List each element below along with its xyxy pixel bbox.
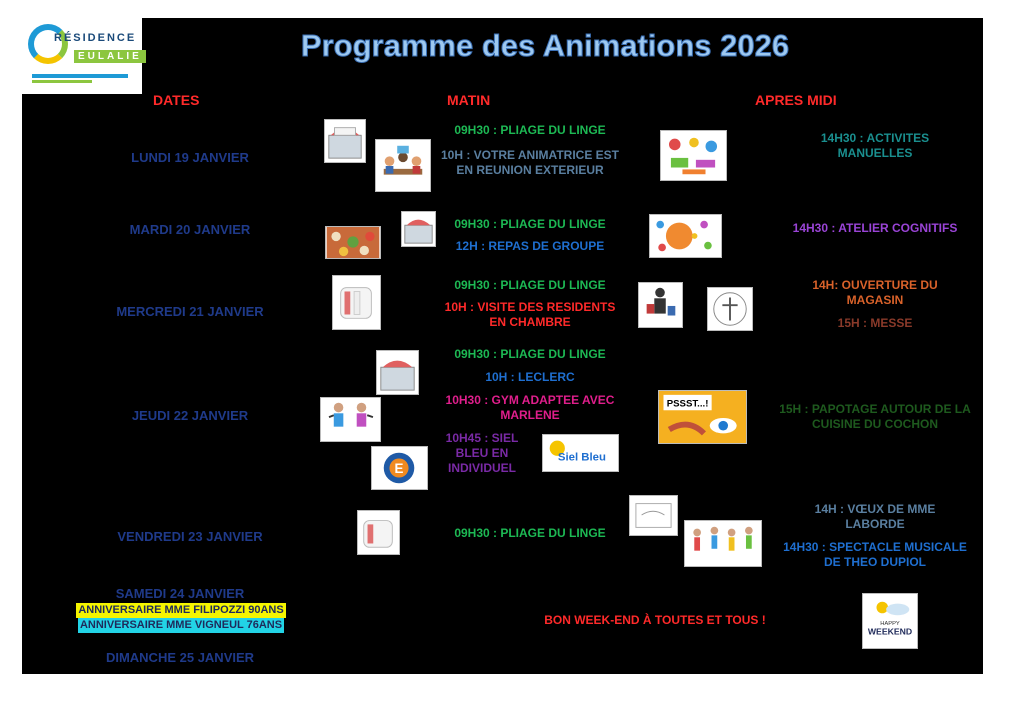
mercredi-apm-2: 15H : MESSE [837,316,913,330]
date-dimanche: DIMANCHE 25 JANVIER [105,650,255,665]
logo-stripe-2 [32,80,92,83]
pssst-gossip-image [658,390,747,444]
birthday-vigneul [66,617,296,633]
laundry-basket-image [324,119,366,163]
date-mardi: MARDI 20 JANVIER [129,222,251,237]
weekend-message: BON WEEK-END À TOUTES ET TOUS ! [544,613,766,627]
mardi-matin-2: 12H : REPAS DE GROUPE [455,239,605,253]
wishes-card-image [629,495,678,536]
happy-weekend-image [862,593,918,649]
mercredi-matin-1: 09H30 : PLIAGE DU LINGE [454,278,606,292]
jeudi-matin-2: 10H : LECLERC [485,370,575,384]
weekend-image-text: WEEKEND [867,626,913,637]
date-vendredi: VENDREDI 23 JANVIER [117,529,263,544]
date-samedi: SAMEDI 24 JANVIER [115,586,245,601]
towels-image [332,275,381,330]
pssst-text: PSSST...! [666,398,709,410]
towels-image-2 [357,510,400,555]
residence-logo [22,18,142,94]
logo-line2: EULALIE [74,50,146,63]
date-lundi: LUNDI 19 JANVIER [131,150,249,165]
leclerc-logo-image [371,446,428,490]
mardi-apm-1: 14H30 : ATELIER COGNITIFS [792,221,958,235]
siel-bleu-text: Siel Bleu [557,451,606,464]
lundi-matin-2: 10H : VOTRE ANIMATRICE EST EN REUNION EXTERIEUR [440,148,619,177]
gym-image [320,397,381,442]
jeudi-apm-1: 15H : PAPOTAGE AUTOUR DE LA CUISINE DU COCHON [779,402,971,431]
cognitive-brain-image [649,214,722,258]
group-meal-image [325,226,381,259]
date-jeudi: JEUDI 22 JANVIER [131,408,249,423]
laundry-basket-image-3 [376,350,419,395]
leclerc-letter: E [394,460,404,476]
mercredi-matin-2: 10H : VISITE DES RESIDENTS EN CHAMBRE [444,300,616,329]
mercredi-apm-1: 14H: OUVERTURE DU MAGASIN [812,278,938,307]
mardi-matin-1: 09H30 : PLIAGE DU LINGE [454,217,606,231]
header-apres-midi: APRES MIDI [755,92,837,108]
birthday-filipozzi-label: ANNIVERSAIRE MME FILIPOZZI 90ANS [78,604,284,616]
vendredi-matin-1: 09H30 : PLIAGE DU LINGE [454,526,606,540]
jeudi-matin-4: 10H45 : SIEL BLEU EN INDIVIDUEL [445,431,519,475]
header-matin: MATIN [447,92,491,108]
shopping-image [638,282,683,328]
vendredi-apm-1: 14H : VŒUX DE MME LABORDE [814,502,936,531]
lundi-apm-1: 14H30 : ACTIVITES MANUELLES [820,131,930,160]
laundry-basket-image-2 [401,211,436,247]
programme-board [22,18,983,674]
logo-line1: RÉSIDENCE [54,32,137,44]
mass-image [707,287,753,331]
lundi-matin-1: 09H30 : PLIAGE DU LINGE [454,123,606,137]
vendredi-apm-2: 14H30 : SPECTACLE MUSICALE DE THEO DUPIOL [783,540,967,569]
happy-text: HAPPY [880,620,900,627]
birthday-vigneul-label: ANNIVERSAIRE MME VIGNEUL 76ANS [79,619,283,631]
page-title: Programme des Animations 2026 [300,28,790,63]
logo-stripe [32,74,128,78]
logo-ring-icon [28,24,68,64]
jeudi-matin-1: 09H30 : PLIAGE DU LINGE [454,347,606,361]
meeting-image [375,139,431,192]
crafts-image [660,130,727,181]
dancing-people-image [684,520,762,567]
header-dates: DATES [153,92,200,108]
siel-bleu-logo-image [542,434,619,472]
date-mercredi: MERCREDI 21 JANVIER [116,304,264,319]
jeudi-matin-3: 10H30 : GYM ADAPTEE AVEC MARLENE [445,393,615,422]
birthday-filipozzi [66,602,296,618]
